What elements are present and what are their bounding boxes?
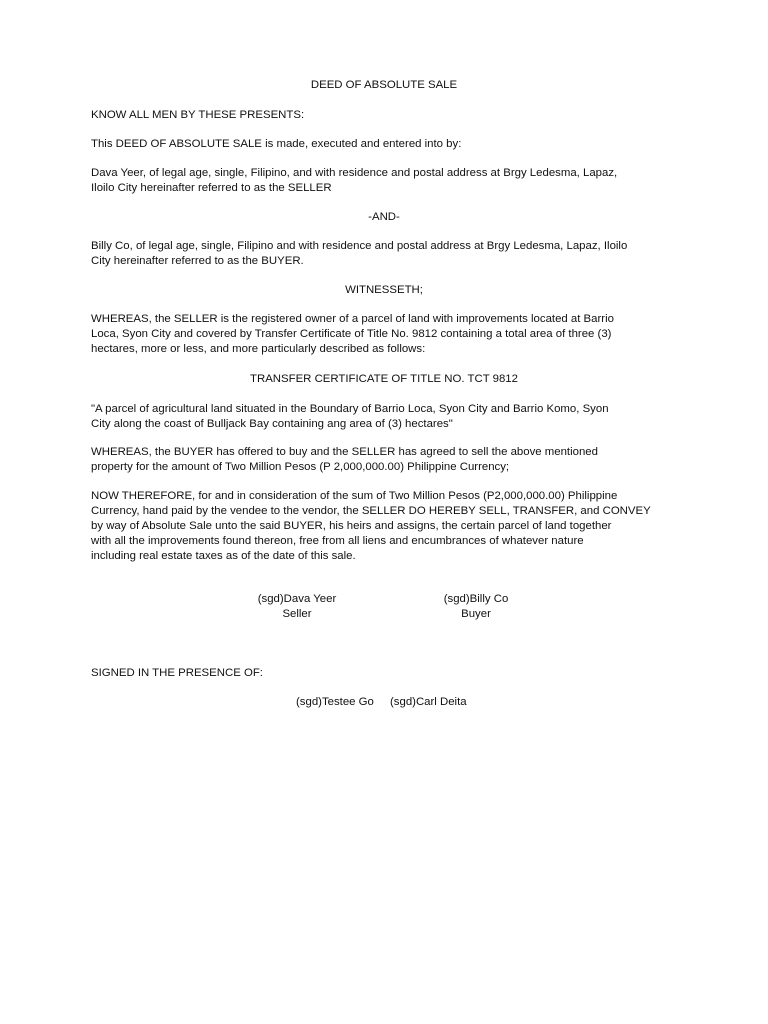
witness-signature-1: (sgd)Testee Go (296, 696, 374, 708)
buyer-signature-block (416, 592, 536, 622)
paragraph-line: including real estate taxes as of the date of this sale. (91, 550, 356, 562)
whereas-buyer-paragraph (91, 445, 598, 475)
land-description-paragraph (91, 402, 609, 432)
paragraph-line: hectares, more or less, and more particularly described as follows: (91, 343, 426, 355)
seller-signature-block (237, 592, 357, 622)
document-title: DEED OF ABSOLUTE SALE (310, 79, 458, 91)
paragraph-line: WHEREAS, the SELLER is the registered owner of a parcel of land with improvements located at Barrio (91, 313, 614, 325)
paragraph-line: Dava Yeer, of legal age, single, Filipino, and with residence and postal address at Brgy Ledesma, Lapaz, (91, 167, 618, 179)
buyer-signature-name: (sgd)Billy Co (443, 593, 509, 605)
paragraph-line: WHEREAS, the BUYER has offered to buy and the SELLER has agreed to sell the above mentioned (91, 446, 598, 458)
buyer-signature-role: Buyer (461, 608, 491, 620)
paragraph-line: City along the coast of Bulljack Bay containing ang area of (3) hectares" (91, 418, 453, 430)
intro-paragraph: This DEED OF ABSOLUTE SALE is made, executed and entered into by: (91, 138, 462, 150)
paragraph-line: by way of Absolute Sale unto the said BUYER, his heirs and assigns, the certain parcel of land together (91, 520, 612, 532)
paragraph-line: Billy Co, of legal age, single, Filipino and with residence and postal address at Brgy Ledesma, Lapaz, Iloilo (91, 240, 628, 252)
tct-heading: TRANSFER CERTIFICATE OF TITLE NO. TCT 9812 (250, 373, 518, 385)
seller-signature-name: (sgd)Dava Yeer (257, 593, 337, 605)
seller-party-paragraph (91, 166, 617, 196)
and-separator: -AND- (368, 211, 400, 223)
paragraph-line: City hereinafter referred to as the BUYER. (91, 255, 304, 267)
buyer-party-paragraph (91, 239, 627, 269)
paragraph-line: Currency, hand paid by the vendee to the vendor, the SELLER DO HEREBY SELL, TRANSFER, and CONVEY (91, 505, 651, 517)
witnesseth-heading: WITNESSETH; (345, 284, 423, 296)
paragraph-line: Loca, Syon City and covered by Transfer Certificate of Title No. 9812 containing a total area of three (3) (91, 328, 612, 340)
witness-heading: SIGNED IN THE PRESENCE OF: (91, 667, 263, 679)
paragraph-line: Iloilo City hereinafter referred to as the SELLER (91, 182, 332, 194)
now-therefore-paragraph (91, 489, 651, 564)
paragraph-line: NOW THEREFORE, for and in consideration of the sum of Two Million Pesos (P2,000,000.00) Philippine (91, 490, 618, 502)
paragraph-line: "A parcel of agricultural land situated in the Boundary of Barrio Loca, Syon City and Barrio Komo, Syon (91, 403, 609, 415)
paragraph-line: with all the improvements found thereon, free from all liens and encumbrances of whatever nature (91, 535, 584, 547)
seller-signature-role: Seller (282, 608, 312, 620)
witness-signature-2: (sgd)Carl Deita (390, 696, 467, 708)
whereas-seller-paragraph (91, 312, 614, 357)
paragraph-line: property for the amount of Two Million Pesos (P 2,000,000.00) Philippine Currency; (91, 461, 510, 473)
salutation: KNOW ALL MEN BY THESE PRESENTS: (91, 109, 305, 121)
